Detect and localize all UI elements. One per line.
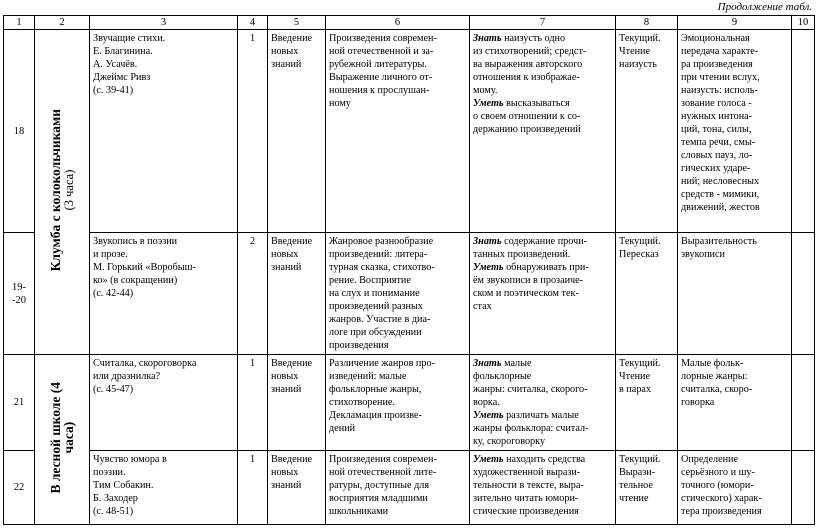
cell-line: 22: [13, 482, 25, 493]
cell-line: передача характе-: [681, 46, 759, 57]
cell-line: художественной вырази-: [473, 467, 581, 478]
cell-line: зительно читать юмори-: [473, 493, 579, 504]
header-row: [4, 16, 815, 30]
cell-line: ратуры, доступные для: [329, 480, 430, 491]
keyword: Уметь: [473, 262, 504, 273]
cell-line: в парах: [619, 384, 652, 395]
cell-line: Пересказ: [619, 249, 659, 260]
table-caption: Продолжение табл.: [717, 1, 812, 13]
cell-line: нужных интона-: [681, 111, 753, 122]
cell-line: дений: [329, 423, 356, 434]
cell-line: новых: [271, 371, 299, 382]
cell-line: Текущий.: [619, 454, 661, 465]
cell-line: звукописи: [681, 249, 725, 260]
cell-line: Е. Благинина.: [93, 46, 153, 57]
header-cell: 5: [268, 16, 326, 30]
cell-line: ному: [329, 98, 351, 109]
cell-line: Вырази-: [619, 467, 656, 478]
cell-line: новых: [271, 467, 299, 478]
cell-line: жанров. Участие в диа-: [329, 314, 431, 325]
cell-line: ко» (в сокращении): [93, 275, 178, 286]
cell-line: Определение: [681, 454, 739, 465]
cell-line: (с. 45-47): [93, 384, 134, 395]
cell-line: М. Горький «Воробыш-: [93, 262, 196, 273]
cell-line: Малые фольк-: [681, 358, 744, 369]
cell-line: наизусть: исполь-: [681, 85, 758, 96]
cell-line: 18: [13, 125, 25, 137]
hours-count: 1: [238, 451, 268, 525]
section-title-hours: часа): [61, 421, 76, 454]
cell-line: Джеймс Ривз: [93, 72, 151, 83]
cell-line: фольклорные жанры,: [329, 384, 422, 395]
extra-elements: [678, 355, 792, 451]
cell-line: Выражение личного от-: [329, 72, 433, 83]
cell-line: Чтение: [619, 46, 651, 57]
cell-line: произведений: литера-: [329, 249, 428, 260]
section-title: [35, 30, 90, 355]
table-row: [4, 30, 815, 233]
cell-line: ний; несловесных: [681, 176, 760, 187]
cell-line: рение. Восприятие: [329, 275, 411, 286]
cell-line: А. Усачёв.: [93, 59, 138, 70]
date-cell: [792, 451, 815, 525]
cell-line: ва выражения авторского: [473, 59, 583, 70]
cell-line: на слух и понимание: [329, 288, 420, 299]
cell-line: произведений разных: [329, 301, 423, 312]
cell-line: Декламация произве-: [329, 410, 422, 421]
cell-line: зование голоса -: [681, 98, 752, 109]
lesson-type: [268, 451, 326, 525]
cell-line: Чувство юмора в: [93, 454, 167, 465]
section-title-hours: (3 часа): [61, 169, 76, 211]
cell-line: Текущий.: [619, 33, 661, 44]
keyword: Знать: [473, 33, 502, 44]
table-row: [4, 355, 815, 451]
requirements: [470, 233, 616, 355]
cell-line: жанры фольклора: считал-: [473, 423, 589, 434]
cell-line: логе при обсуждении: [329, 327, 422, 338]
cell-line: Текущий.: [619, 358, 661, 369]
cell-line: (с. 42-44): [93, 288, 134, 299]
cell-line: тера произведения: [681, 506, 762, 517]
cell-line: при чтении вслух,: [681, 72, 760, 83]
lesson-topic: [90, 355, 238, 451]
hours-count: 1: [238, 30, 268, 233]
cell-line: Эмоциональная: [681, 33, 750, 44]
header-cell: 8: [616, 16, 678, 30]
control-type: [616, 233, 678, 355]
cell-line: движений, жестов: [681, 202, 760, 213]
extra-elements: [678, 233, 792, 355]
cell-line: говорка: [681, 397, 715, 408]
cell-line: Звукопись в поэзии: [93, 236, 178, 247]
keyword: Уметь: [473, 410, 504, 421]
cell-line: восприятия младшими: [329, 493, 428, 504]
hours-count: 2: [238, 233, 268, 355]
hours-count: 1: [238, 355, 268, 451]
cell-line: знаний: [271, 480, 302, 491]
cell-line: знаний: [271, 262, 302, 273]
cell-line: стихотворение.: [329, 397, 395, 408]
cell-line: и прозе.: [93, 249, 128, 260]
cell-line: стического) харак-: [681, 493, 762, 504]
cell-line: Жанровое разнообразие: [329, 236, 434, 247]
lesson-topic: [90, 30, 238, 233]
lesson-number: [4, 355, 35, 451]
cell-line: -20: [12, 294, 26, 306]
date-cell: [792, 233, 815, 355]
cell-line: новых: [271, 249, 299, 260]
lesson-topic: [90, 451, 238, 525]
cell-line: Текущий.: [619, 236, 661, 247]
cell-line: Введение: [271, 33, 313, 44]
requirements: [470, 355, 616, 451]
content-elements: [326, 451, 470, 525]
lesson-type: [268, 355, 326, 451]
control-type: [616, 451, 678, 525]
cell-line: поэзии.: [93, 467, 126, 478]
cell-line: Произведения современ-: [329, 33, 437, 44]
cell-line: или дразнилка?: [93, 371, 161, 382]
cell-line: Знать наизусть одно: [473, 33, 566, 44]
lesson-plan-table: [3, 15, 815, 525]
keyword: Уметь: [473, 454, 504, 465]
cell-line: Уметь высказываться: [473, 98, 570, 109]
table-row: [4, 233, 815, 355]
cell-line: Выразительность: [681, 236, 757, 247]
lesson-topic: [90, 233, 238, 355]
extra-elements: [678, 451, 792, 525]
cell-line: наизусть: [619, 59, 657, 70]
cell-line: ной отечественной лите-: [329, 467, 437, 478]
cell-line: рубежной литературы.: [329, 59, 427, 70]
cell-line: фольклорные: [473, 371, 532, 382]
cell-line: изведений: малые: [329, 371, 407, 382]
cell-line: ношения к прослушан-: [329, 85, 430, 96]
cell-line: танных произведений.: [473, 249, 571, 260]
date-cell: [792, 30, 815, 233]
control-type: [616, 30, 678, 233]
header-cell: 4: [238, 16, 268, 30]
cell-line: ском и поэтическом тек-: [473, 288, 579, 299]
header-cell: 3: [90, 16, 238, 30]
cell-line: Считалка, скороговорка: [93, 358, 197, 369]
cell-line: Произведения современ-: [329, 454, 437, 465]
cell-line: Б. Заходер: [93, 493, 138, 504]
cell-line: Введение: [271, 358, 313, 369]
lesson-number: [4, 233, 35, 355]
cell-line: 19-: [12, 281, 26, 293]
cell-line: ра произведения: [681, 59, 753, 70]
cell-line: о своем отношении к со-: [473, 111, 581, 122]
content-elements: [326, 355, 470, 451]
section-title: [35, 355, 90, 525]
cell-line: из стихотворений; средст-: [473, 46, 587, 57]
cell-line: тельное: [619, 480, 653, 491]
cell-line: произведения: [329, 340, 389, 351]
cell-line: (с. 48-51): [93, 506, 134, 517]
requirements: [470, 30, 616, 233]
keyword: Уметь: [473, 98, 504, 109]
cell-line: гических ударе-: [681, 163, 751, 174]
cell-line: ций, тона, силы,: [681, 124, 752, 135]
lesson-number: [4, 30, 35, 233]
requirements: [470, 451, 616, 525]
cell-line: Чтение: [619, 371, 651, 382]
cell-line: ной отечественной и за-: [329, 46, 434, 57]
cell-line: (с. 39-41): [93, 85, 134, 96]
cell-line: серьёзного и шу-: [681, 467, 755, 478]
cell-line: новых: [271, 46, 299, 57]
cell-line: знаний: [271, 384, 302, 395]
content-elements: [326, 30, 470, 233]
cell-line: Знать содержание прочи-: [473, 236, 588, 247]
cell-line: Знать малые: [473, 358, 532, 369]
cell-line: Уметь находить средства: [473, 454, 586, 465]
date-cell: [792, 355, 815, 451]
cell-line: точного (юмори-: [681, 480, 754, 491]
lesson-number: [4, 451, 35, 525]
keyword: Знать: [473, 236, 502, 247]
extra-elements: [678, 30, 792, 233]
header-cell: 10: [792, 16, 815, 30]
cell-line: 21: [13, 397, 25, 408]
header-cell: 1: [4, 16, 35, 30]
cell-line: Уметь обнаруживать при-: [473, 262, 589, 273]
cell-line: мому.: [473, 85, 498, 96]
cell-line: Введение: [271, 236, 313, 247]
header-cell: 7: [470, 16, 616, 30]
cell-line: Различение жанров про-: [329, 358, 435, 369]
cell-line: средств - мимики,: [681, 189, 760, 200]
control-type: [616, 355, 678, 451]
cell-line: словых пауз, ло-: [681, 150, 753, 161]
cell-line: чтение: [619, 493, 649, 504]
header-cell: 2: [35, 16, 90, 30]
table-row: [4, 451, 815, 525]
keyword: Знать: [473, 358, 502, 369]
content-elements: [326, 233, 470, 355]
cell-line: Уметь различать малые: [473, 410, 579, 421]
header-cell: 6: [326, 16, 470, 30]
cell-line: знаний: [271, 59, 302, 70]
cell-line: держанию произведений: [473, 124, 581, 135]
cell-line: тельности в тексте, выра-: [473, 480, 584, 491]
lesson-type: [268, 233, 326, 355]
cell-line: ку, скороговорку: [473, 436, 546, 447]
header-cell: 9: [678, 16, 792, 30]
cell-line: отношения к изображае-: [473, 72, 580, 83]
cell-line: Звучащие стихи.: [93, 33, 166, 44]
cell-line: школьниками: [329, 506, 389, 517]
cell-line: ворка.: [473, 397, 500, 408]
section-title-main: Клумба с колокольчиками: [47, 108, 63, 272]
cell-line: Тим Собакин.: [93, 480, 154, 491]
cell-line: лорные жанры:: [681, 371, 748, 382]
cell-line: турная сказка, стихотво-: [329, 262, 435, 273]
cell-line: ём звукописи в прозаиче-: [473, 275, 584, 286]
cell-line: считалка, скоро-: [681, 384, 753, 395]
section-title-main: В лесной школе (4: [48, 381, 63, 494]
cell-line: стах: [473, 301, 492, 312]
cell-line: темпа речи, смы-: [681, 137, 756, 148]
lesson-type: [268, 30, 326, 233]
cell-line: жанры: считалка, скорого-: [473, 384, 588, 395]
cell-line: Введение: [271, 454, 313, 465]
cell-line: стические произведения: [473, 506, 579, 517]
